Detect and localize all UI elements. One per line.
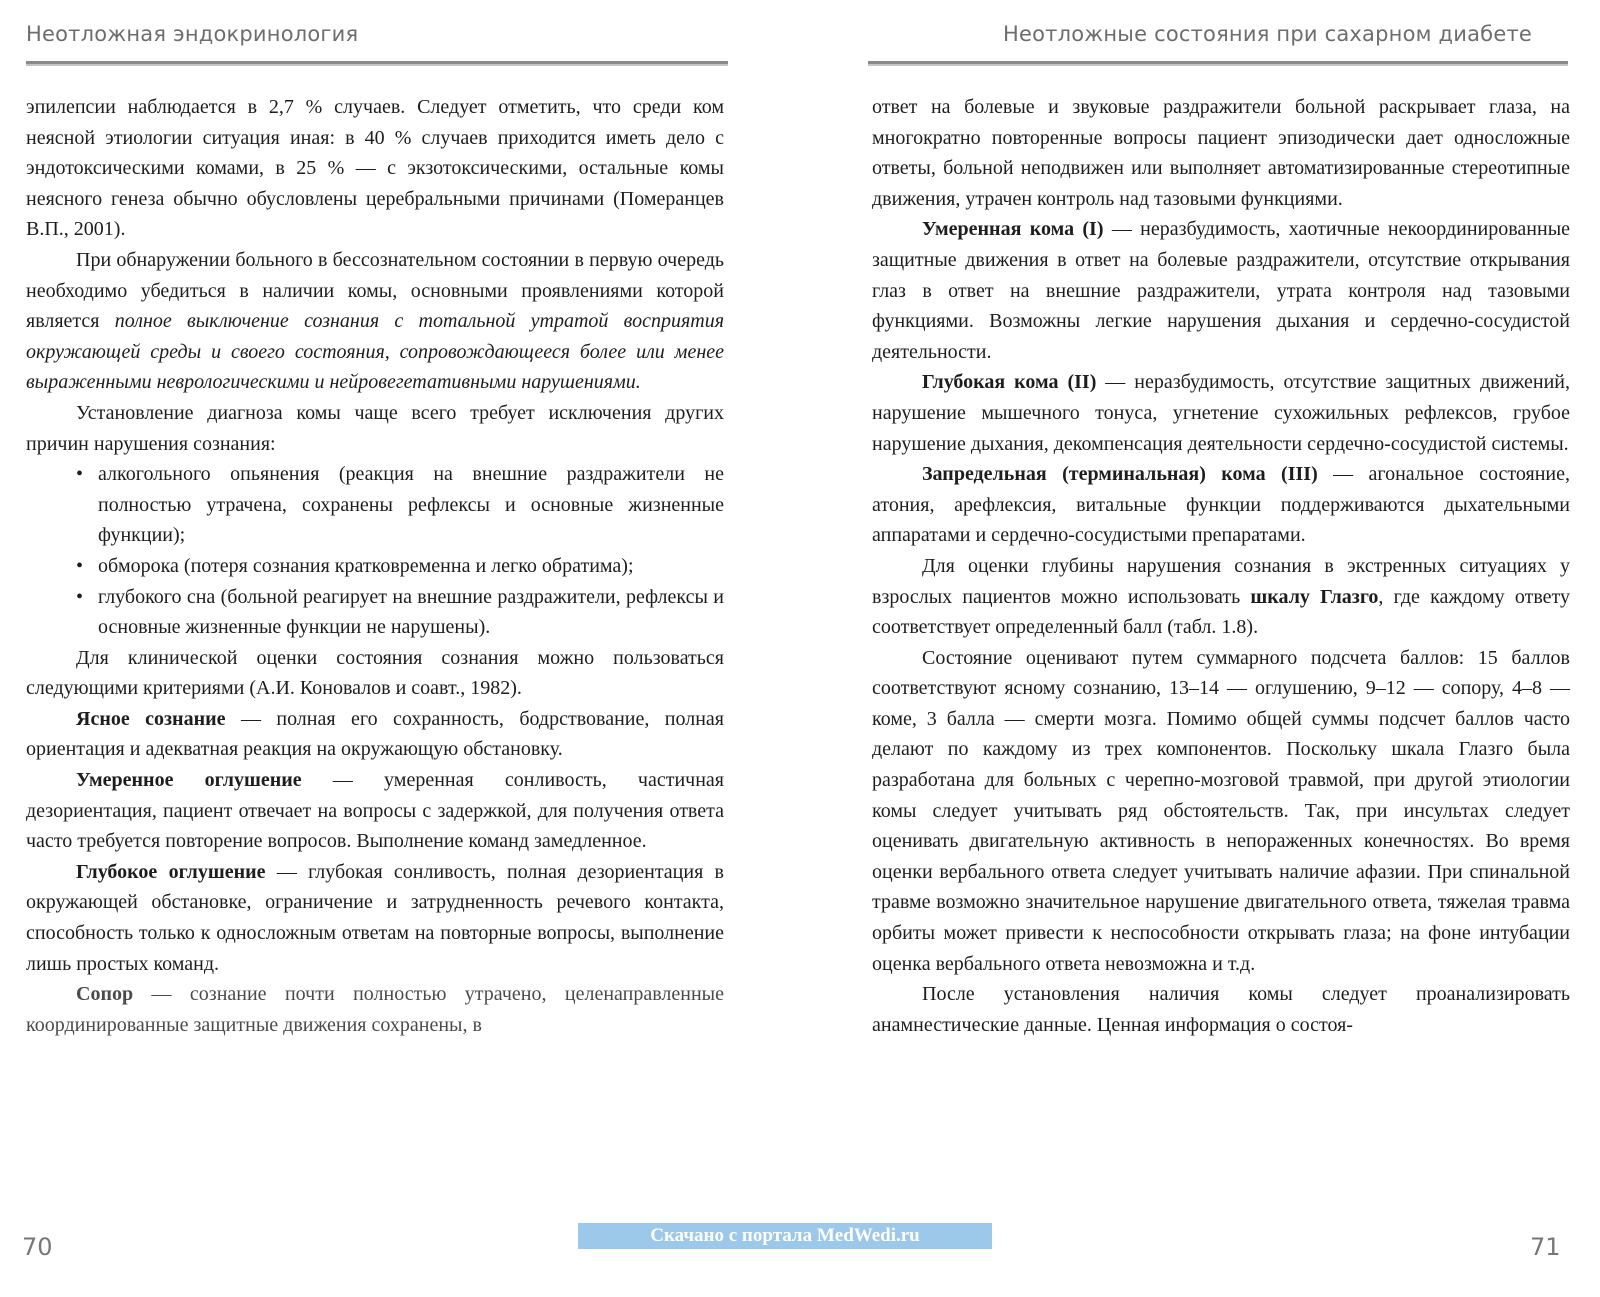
list-item-text: глубокого сна (больной реагирует на внешние раздражители, рефлексы и основные жизненные функции не нарушены). [98, 585, 724, 639]
running-head-left: Неотложная эндокринология [26, 22, 359, 46]
page-number-left: 70 [22, 1233, 53, 1261]
paragraph [872, 551, 1570, 643]
bullet-icon: • [76, 554, 84, 577]
left-page-text [26, 92, 724, 1040]
term-definition: — неразбудимость, хаотичные некоординированные защитные движения в ответ на болевые раздражители, отсутствие открывания глаз в ответ на внешние раздражители, утрата контроля над тазовыми функциями. Возможны легкие нарушения дыхания и сердечно-сосудистой деятельности. [872, 218, 1571, 363]
paragraph [872, 214, 1570, 367]
paragraph [872, 459, 1570, 551]
paragraph: Состояние оценивают путем суммарного подсчета баллов: 15 баллов соответствуют ясному сознанию, 13–14 — оглушению, 9–12 — сопору, 4–8 — коме, 3 балла — смерти мозга. Помимо общей суммы подсчет баллов часто делают по каждому из трех компонентов. Поскольку шкала Глазго была разработана для больных с черепно-мозговой травмой, при другой этиологии комы следует учитывать ряд обстоятельств. Так, при инсультах следует оценивать двигательную активность в непораженных конечностях. Во время оценки вербального ответа следует учитывать наличие афазии. При спинальной травме возможно значительное нарушение двигательного ответа, тяжелая травма орбиты может привести к неспособности открывать глаза; на фоне интубации оценка вербального ответа невозможна и т.д. [872, 646, 1570, 975]
emphasized-definition: полное выключение сознания с тотальной утратой восприятия окружающей среды и своего состояния, сопровождающееся более или менее выраженными неврологическими и нейровегетативными нарушениями. [26, 310, 725, 394]
paragraph-text: , где каждому ответу соответствует определенный балл (табл. 1.8). [872, 585, 1570, 639]
paragraph [26, 765, 724, 857]
paragraph [872, 367, 1570, 459]
term-definition: — неразбудимость, отсутствие защитных движений, нарушение мышечного тонуса, угнетение сухожильных рефлексов, грубое нарушение дыхания, декомпенсация деятельности сердечно-сосудистой системы. [872, 371, 1570, 455]
term-heading: Сопор [76, 983, 134, 1006]
paragraph [26, 245, 724, 398]
glasgow-scale-term: шкалу Глазго [1250, 585, 1379, 608]
paragraph-text: При обнаружении больного в бессознательном состоянии в первую очередь необходимо убедиться в наличии комы, основными проявлениями которой является [26, 248, 724, 333]
list-item [26, 459, 724, 551]
paragraph: Установление диагноза комы чаще всего требует исключения других причин нарушения сознания: [26, 401, 724, 455]
term-heading: Глубокое оглушение [76, 860, 266, 883]
list-item-text: обморока (потеря сознания кратковременна и легко обратима); [98, 554, 634, 577]
term-definition: — глубокая сонливость, полная дезориентация в окружающей обстановке, ограничение и затрудненность речевого контакта, способность только к односложным ответам на повторные вопросы, выполнение лишь простых команд. [26, 860, 724, 975]
paragraph: эпилепсии наблюдается в 2,7 % случаев. Следует отметить, что среди ком неясной этиологии ситуация иная: в 40 % случаев приходится иметь дело с эндотоксическими комами, в 25 % — с экзотоксическими, остальные комы неясного генеза обычно обусловлены церебральными причинами (Померанцев В.П., 2001). [26, 96, 724, 241]
header-rule-left [26, 61, 728, 66]
term-heading: Запредельная (терминальная) кома (III) [922, 463, 1318, 486]
term-heading: Умеренное оглушение [76, 769, 302, 792]
header-rule-right [868, 61, 1568, 66]
watermark-banner: Скачано с портала MedWedi.ru [578, 1223, 992, 1249]
paragraph-text: Для оценки глубины нарушения сознания в экстренных ситуациях у взрослых пациентов можно использовать [872, 554, 1570, 608]
bullet-list [26, 459, 724, 643]
term-heading: Глубокая кома (II) [922, 371, 1097, 394]
list-item-text: алкогольного опьянения (реакция на внешние раздражители не полностью утрачена, сохранены рефлексы и основные жизненные функции); [98, 463, 724, 547]
page-number-right: 71 [1530, 1233, 1561, 1261]
term-definition: — умеренная сонливость, частичная дезориентация, пациент отвечает на вопросы с задержкой, для получения ответа часто требуется повторение вопросов. Выполнение команд замедленное. [26, 769, 724, 853]
right-page-text [872, 92, 1570, 1040]
term-heading: Умеренная кома (I) [922, 218, 1104, 241]
list-item [26, 582, 724, 643]
paragraph: После установления наличия комы следует проанализировать анамнестические данные. Ценная информация о состоя- [872, 983, 1570, 1036]
paragraph [26, 979, 724, 1040]
term-definition: — сознание почти полностью утрачено, целенаправленные координированные защитные движения сохранены, в [26, 983, 724, 1036]
paragraph: ответ на болевые и звуковые раздражители больной раскрывает глаза, на многократно повторенные вопросы пациент эпизодически дает односложные ответы, больной неподвижен или выполняет автоматизированные стереотипные движения, утрачен контроль над тазовыми функциями. [872, 96, 1570, 210]
running-head-right: Неотложные состояния при сахарном диабете [1002, 22, 1532, 46]
bullet-icon: • [76, 463, 84, 486]
term-definition: — полная его сохранность, бодрствование, полная ориентация и адекватная реакция на окружающую обстановку. [26, 707, 724, 761]
paragraph [26, 704, 724, 765]
term-heading: Ясное сознание [76, 707, 226, 730]
paragraph: Для клинической оценки состояния сознания можно пользоваться следующими критериями (А.И. Коновалов и соавт., 1982). [26, 646, 724, 700]
list-item [26, 551, 724, 582]
paragraph [26, 857, 724, 979]
term-definition: — агональное состояние, атония, арефлексия, витальные функции поддерживаются дыхательными аппаратами и сердечно-сосудистыми препаратами. [872, 463, 1570, 547]
bullet-icon: • [76, 585, 84, 608]
right-page [800, 0, 1600, 1297]
